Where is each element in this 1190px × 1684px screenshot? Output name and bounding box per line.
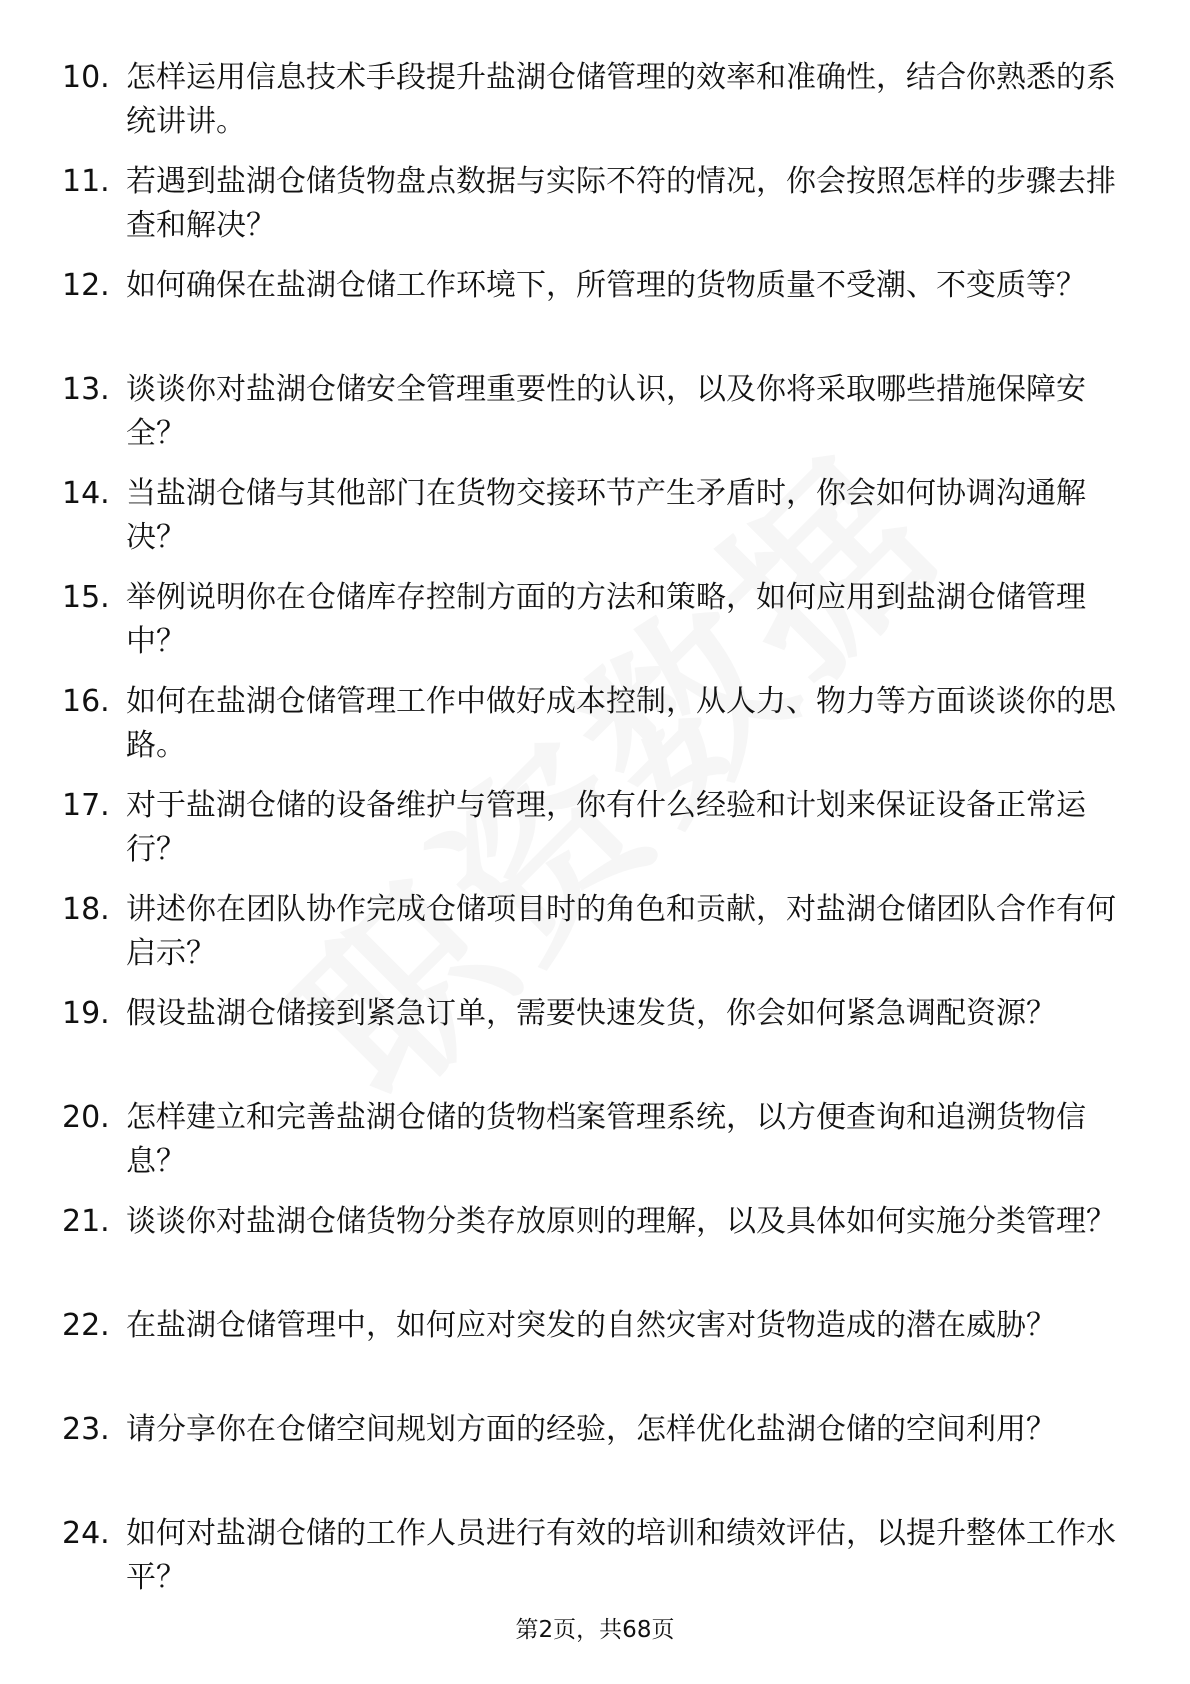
question-item-10 (62, 56, 1122, 150)
question-item-23 (62, 1408, 1122, 1502)
question-number: 12. (62, 268, 110, 303)
question-text: 假设盐湖仓储接到紧急订单，需要快速发货，你会如何紧急调配资源？ (126, 996, 1056, 1031)
question-text: 当盐湖仓储与其他部门在货物交接环节产生矛盾时，你会如何协调沟通解决？ (126, 476, 1086, 555)
question-item-20 (62, 1096, 1122, 1190)
question-number: 20. (62, 1100, 110, 1135)
question-number: 19. (62, 996, 110, 1031)
question-item-16 (62, 680, 1122, 774)
question-number: 11. (62, 164, 110, 199)
question-number: 22. (62, 1308, 110, 1343)
question-item-14 (62, 472, 1122, 566)
question-text: 举例说明你在仓储库存控制方面的方法和策略，如何应用到盐湖仓储管理中？ (126, 580, 1086, 659)
question-text: 如何在盐湖仓储管理工作中做好成本控制，从人力、物力等方面谈谈你的思路。 (126, 684, 1116, 763)
question-number: 21. (62, 1204, 110, 1239)
question-item-18 (62, 888, 1122, 982)
question-number: 24. (62, 1516, 110, 1551)
question-item-11 (62, 160, 1122, 254)
question-text: 在盐湖仓储管理中，如何应对突发的自然灾害对货物造成的潜在威胁？ (126, 1308, 1056, 1343)
question-item-15 (62, 576, 1122, 670)
question-text: 对于盐湖仓储的设备维护与管理，你有什么经验和计划来保证设备正常运行？ (126, 788, 1086, 867)
question-list (62, 56, 1122, 1616)
question-text: 若遇到盐湖仓储货物盘点数据与实际不符的情况，你会按照怎样的步骤去排查和解决？ (126, 164, 1116, 243)
question-item-21 (62, 1200, 1122, 1294)
question-item-22 (62, 1304, 1122, 1398)
question-number: 13. (62, 372, 110, 407)
question-text: 请分享你在仓储空间规划方面的经验，怎样优化盐湖仓储的空间利用？ (126, 1412, 1056, 1447)
question-item-24 (62, 1512, 1122, 1606)
question-text: 怎样建立和完善盐湖仓储的货物档案管理系统，以方便查询和追溯货物信息？ (126, 1100, 1086, 1179)
question-text: 怎样运用信息技术手段提升盐湖仓储管理的效率和准确性，结合你熟悉的系统讲讲。 (126, 60, 1116, 139)
question-number: 15. (62, 580, 110, 615)
question-item-19 (62, 992, 1122, 1086)
question-item-17 (62, 784, 1122, 878)
question-text: 谈谈你对盐湖仓储安全管理重要性的认识，以及你将采取哪些措施保障安全？ (126, 372, 1086, 451)
page-footer: 第2页，共68页 (515, 1617, 675, 1643)
question-number: 17. (62, 788, 110, 823)
question-text: 讲述你在团队协作完成仓储项目时的角色和贡献，对盐湖仓储团队合作有何启示？ (126, 892, 1116, 971)
question-number: 10. (62, 60, 110, 95)
question-text: 谈谈你对盐湖仓储货物分类存放原则的理解，以及具体如何实施分类管理？ (126, 1204, 1116, 1239)
question-text: 如何确保在盐湖仓储工作环境下，所管理的货物质量不受潮、不变质等？ (126, 268, 1086, 303)
question-text: 如何对盐湖仓储的工作人员进行有效的培训和绩效评估，以提升整体工作水平？ (126, 1516, 1116, 1595)
question-number: 14. (62, 476, 110, 511)
question-item-13 (62, 368, 1122, 462)
question-number: 16. (62, 684, 110, 719)
question-item-12 (62, 264, 1122, 358)
question-number: 18. (62, 892, 110, 927)
question-number: 23. (62, 1412, 110, 1447)
